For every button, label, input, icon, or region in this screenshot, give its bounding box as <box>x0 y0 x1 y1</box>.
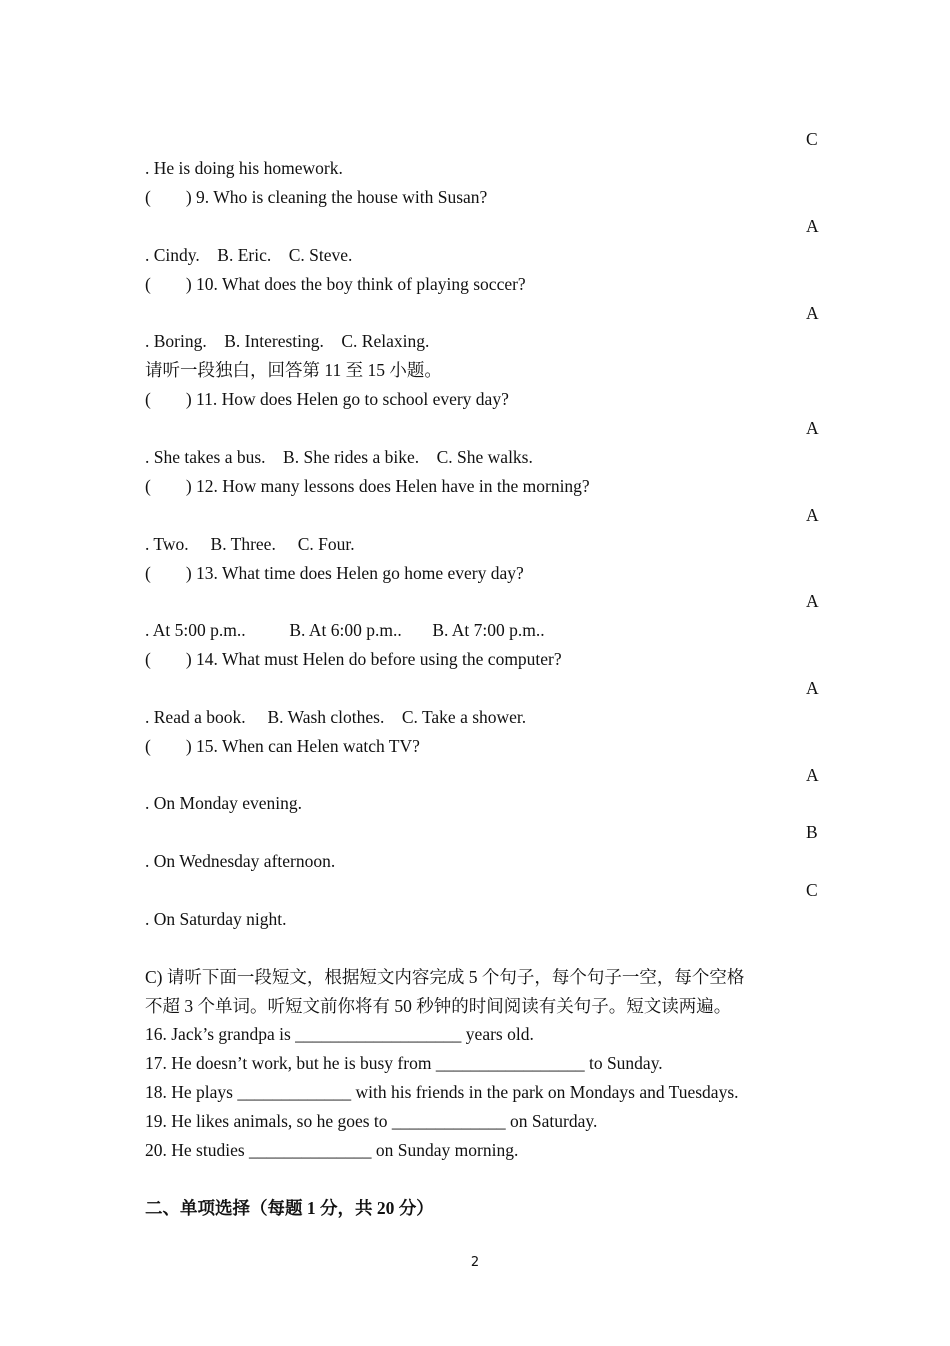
option-text: . He is doing his homework. <box>145 158 343 178</box>
fill-in-16: 16. Jack’s grandpa is ___________________ years old. <box>145 1024 534 1044</box>
option-text: . On Wednesday afternoon. <box>145 851 336 871</box>
question-10: ( ) 10. What does the boy think of playing soccer? <box>145 274 526 294</box>
option-letter: A <box>806 216 819 236</box>
option-letter: B <box>806 822 818 842</box>
question-12: ( ) 12. How many lessons does Helen have in the morning? <box>145 476 590 496</box>
fill-in-20: 20. He studies ______________ on Sunday morning. <box>145 1140 519 1160</box>
question-11: ( ) 11. How does Helen go to school every day? <box>145 389 509 409</box>
option-letter: A <box>806 678 819 698</box>
question-9: ( ) 9. Who is cleaning the house with Susan? <box>145 187 488 207</box>
option-text: . On Monday evening. <box>145 793 302 813</box>
options-11: . She takes a bus. B. She rides a bike. C. She walks. <box>145 447 533 467</box>
fill-in-18: 18. He plays _____________ with his friends in the park on Mondays and Tuesdays. <box>145 1082 739 1102</box>
section-c-instruction-cont: 不超 3 个单词。听短文前你将有 50 秒钟的时间阅读有关句子。短文读两遍。 <box>145 996 732 1016</box>
option-letter: A <box>806 765 819 785</box>
page-number: 2 <box>470 1255 480 1270</box>
options-14: . Read a book. B. Wash clothes. C. Take a shower. <box>145 707 527 727</box>
option-letter: A <box>806 303 819 323</box>
option-letter: C <box>806 129 818 149</box>
option-letter: A <box>806 418 819 438</box>
section-heading: 二、单项选择（每题 1 分，共 20 分） <box>145 1198 434 1218</box>
options-10: . Boring. B. Interesting. C. Relaxing. <box>145 331 430 351</box>
option-letter: A <box>806 505 819 525</box>
option-text: . On Saturday night. <box>145 909 287 929</box>
question-13: ( ) 13. What time does Helen go home every day? <box>145 563 524 583</box>
section-c-instruction: C) 请听下面一段短文，根据短文内容完成 5 个句子，每个句子一空，每个空格 <box>145 967 745 987</box>
options-13: . At 5:00 p.m.. B. At 6:00 p.m.. B. At 7:00 p.m.. <box>145 620 545 640</box>
options-9: . Cindy. B. Eric. C. Steve. <box>145 245 353 265</box>
section-instruction: 请听一段独白，回答第 11 至 15 小题。 <box>145 360 442 380</box>
option-letter: C <box>806 880 818 900</box>
question-14: ( ) 14. What must Helen do before using the computer? <box>145 649 562 669</box>
options-12: . Two. B. Three. C. Four. <box>145 534 355 554</box>
fill-in-19: 19. He likes animals, so he goes to _____________ on Saturday. <box>145 1111 598 1131</box>
fill-in-17: 17. He doesn’t work, but he is busy from _________________ to Sunday. <box>145 1053 663 1073</box>
question-15: ( ) 15. When can Helen watch TV? <box>145 736 420 756</box>
option-letter: A <box>806 591 819 611</box>
